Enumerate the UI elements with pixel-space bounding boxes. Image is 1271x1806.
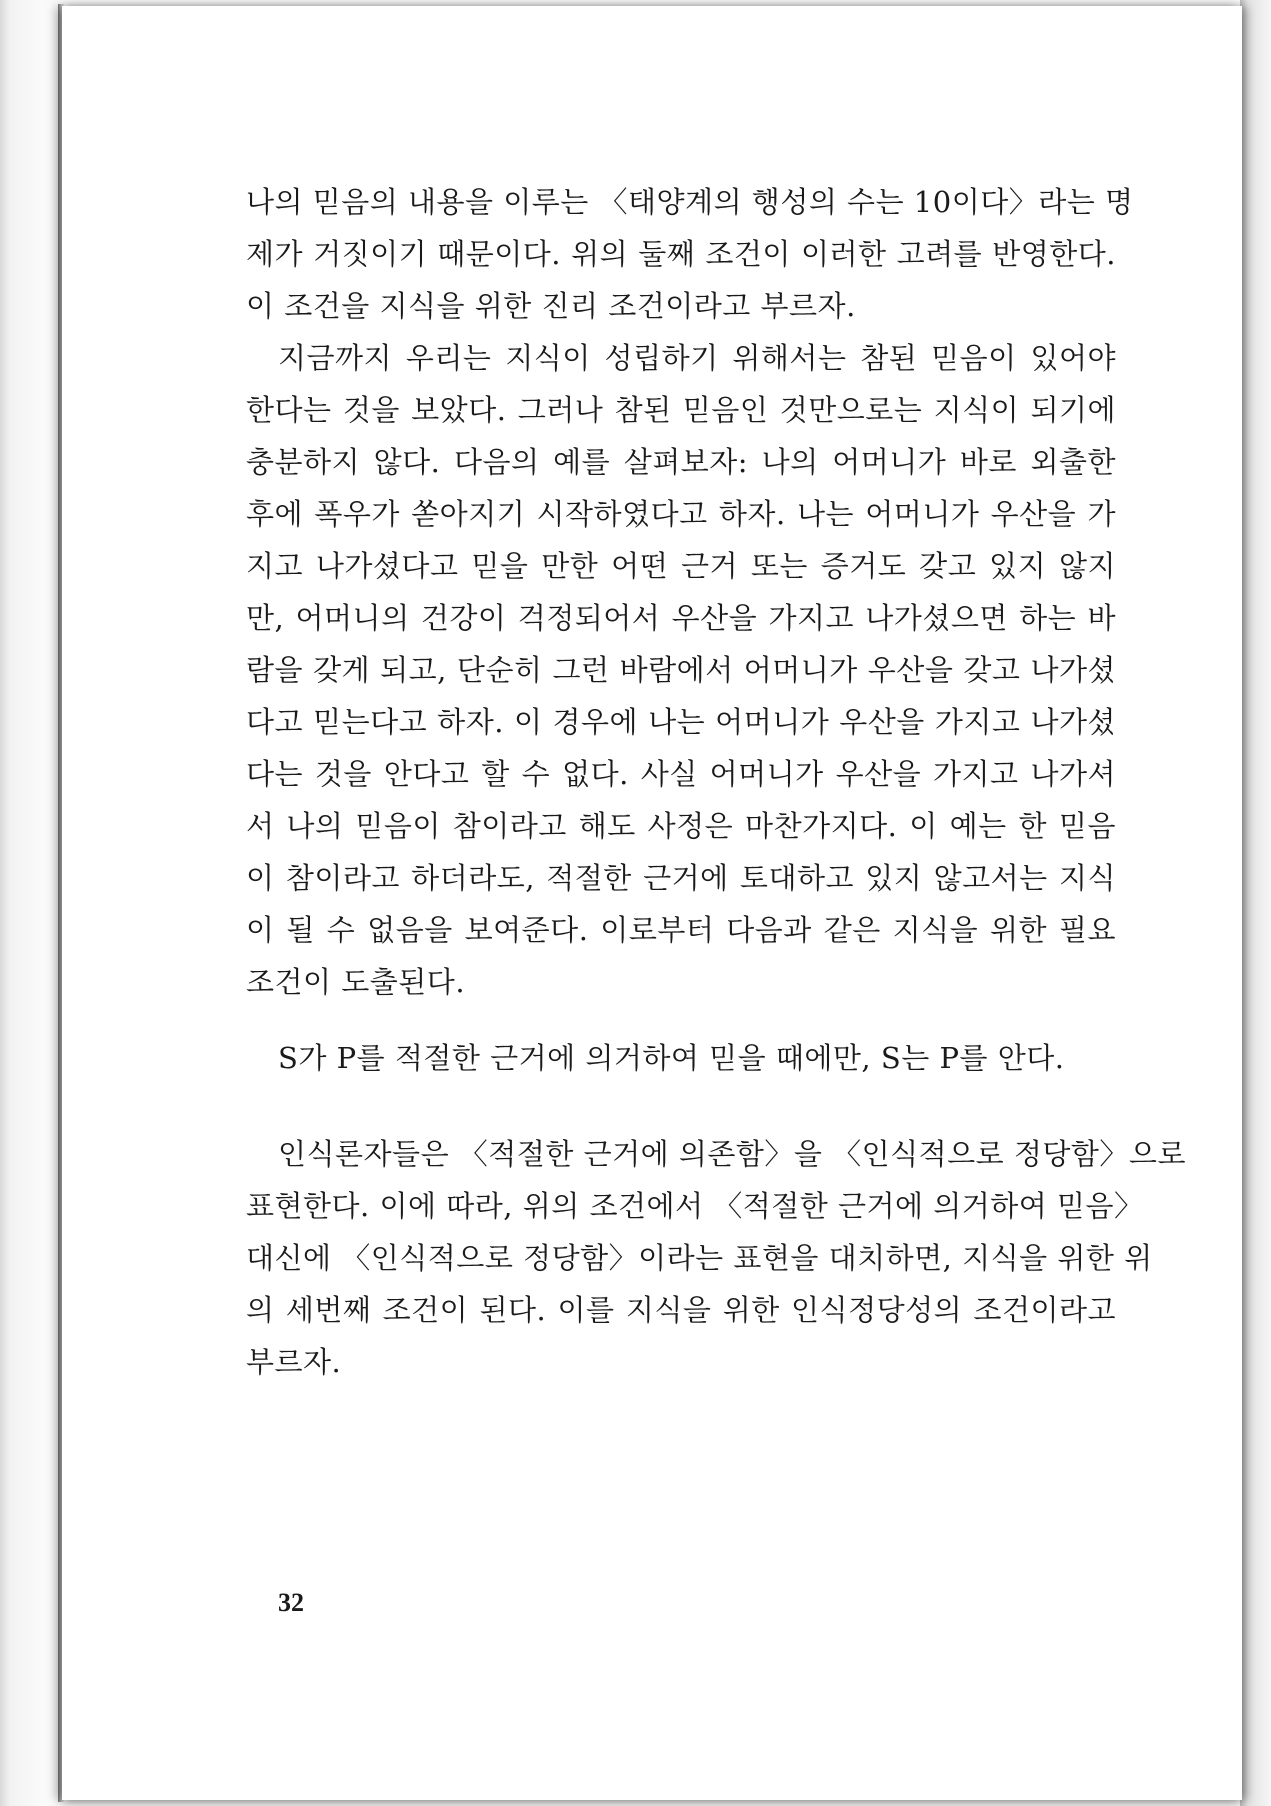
paragraph-3-line: 부르자. [246, 1345, 342, 1379]
paragraph-2-line: 후에 폭우가 쏟아지기 시작하였다고 하자. 나는 어머니가 우산을 가 [246, 497, 1116, 531]
paragraph-2-line: 이 될 수 없음을 보여준다. 이로부터 다음과 같은 지식을 위한 필요 [246, 913, 1116, 947]
paragraph-1-line: 나의 믿음의 내용을 이루는 〈태양계의 행성의 수는 10이다〉라는 명 [246, 185, 1134, 219]
paragraph-2-line: 다는 것을 안다고 할 수 없다. 사실 어머니가 우산을 가지고 나가셔 [246, 757, 1116, 791]
page-right-edge [1240, 0, 1271, 1806]
paragraph-2-line: 서 나의 믿음이 참이라고 해도 사정은 마찬가지다. 이 예는 한 믿음 [246, 809, 1116, 843]
paragraph-2-line: 조건이 도출된다. [246, 965, 466, 999]
page-number: 32 [278, 1588, 304, 1617]
paragraph-2-line: 지금까지 우리는 지식이 성립하기 위해서는 참된 믿음이 있어야 [278, 341, 1116, 375]
paragraph-3-line: 인식론자들은 〈적절한 근거에 의존함〉을 〈인식적으로 정당함〉으로 [278, 1137, 1186, 1171]
paragraph-2-line: 지고 나가셨다고 믿을 만한 어떤 근거 또는 증거도 갖고 있지 않지 [246, 549, 1116, 583]
paragraph-2-line: 충분하지 않다. 다음의 예를 살펴보자: 나의 어머니가 바로 외출한 [246, 445, 1116, 479]
paragraph-2-line: 한다는 것을 보았다. 그러나 참된 믿음인 것만으로는 지식이 되기에 [246, 393, 1116, 427]
paragraph-3 [246, 1128, 1186, 1388]
knowledge-condition-statement: S가 P를 적절한 근거에 의거하여 믿을 때에만, S는 P를 안다. [278, 1041, 1065, 1075]
paragraph-2-line: 만, 어머니의 건강이 걱정되어서 우산을 가지고 나가셨으면 하는 바 [246, 601, 1116, 635]
paragraph-1-line: 제가 거짓이기 때문이다. 위의 둘째 조건이 이러한 고려를 반영한다. [246, 237, 1116, 271]
paragraph-2-line: 람을 갖게 되고, 단순히 그런 바람에서 어머니가 우산을 갖고 나가셨 [246, 653, 1116, 687]
paragraph-1 [246, 176, 1134, 332]
paragraph-3-line: 표현한다. 이에 따라, 위의 조건에서 〈적절한 근거에 의거하여 믿음〉 [246, 1189, 1144, 1223]
paragraph-2 [246, 332, 1116, 1008]
paragraph-3-line: 의 세번째 조건이 된다. 이를 지식을 위한 인식정당성의 조건이라고 [246, 1293, 1116, 1327]
paragraph-3-line: 대신에 〈인식적으로 정당함〉이라는 표현을 대치하면, 지식을 위한 위 [246, 1241, 1153, 1275]
paragraph-1-line: 이 조건을 지식을 위한 진리 조건이라고 부르자. [246, 289, 856, 323]
paragraph-2-line: 다고 믿는다고 하자. 이 경우에 나는 어머니가 우산을 가지고 나가셨 [246, 705, 1116, 739]
paragraph-2-line: 이 참이라고 하더라도, 적절한 근거에 토대하고 있지 않고서는 지식 [246, 861, 1116, 895]
